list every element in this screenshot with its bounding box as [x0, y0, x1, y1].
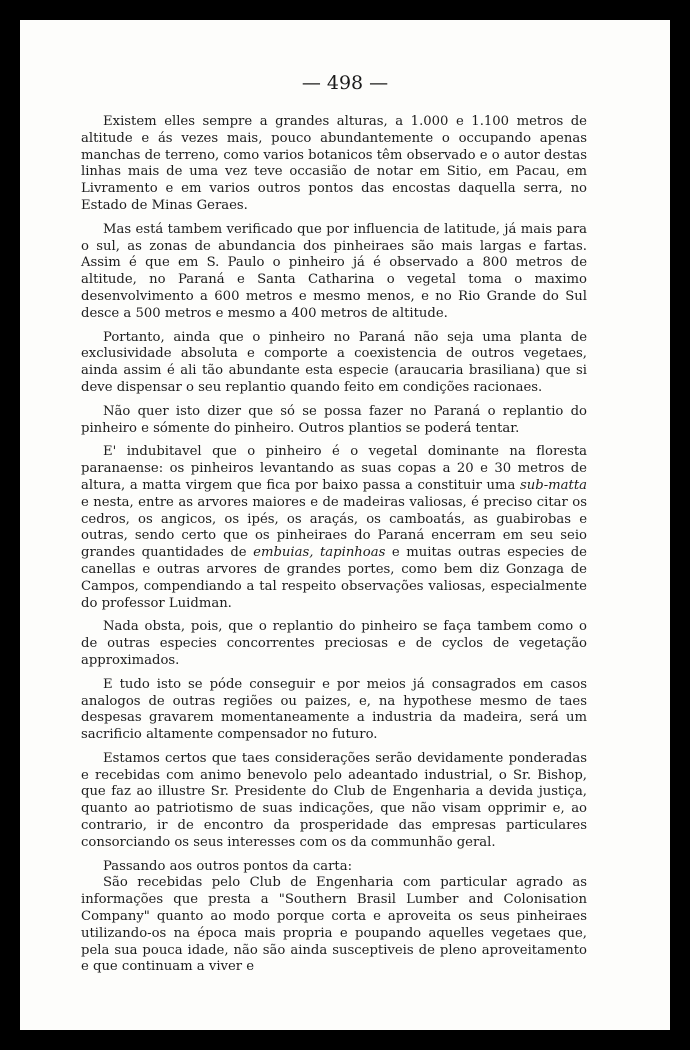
paragraph-4: Não quer isto dizer que só se possa fazer no Paraná o replantio do pinheiro e sómente do pinheiro. Outros plantios se poderá tentar. [81, 403, 587, 436]
paragraph-5-part-2: e nesta, entre as arvores maiores e de madeiras valiosas, é preciso citar os cedros, os angicos, os ipés, os araçás, os camboatás, as guabirobas e outras, sendo certo que os pinheiraes do Paraná encerram em seu seio grandes quantidades de [81, 494, 587, 561]
body-text [81, 114, 587, 983]
paragraph-2: Mas está tambem verificado que por influencia de latitude, já mais para o sul, as zonas de abundancia dos pinheiraes são mais largas e fartas. Assim é que em S. Paulo o pinheiro já é observado a 800 metros de altitude, no Paraná e Santa Catharina o vegetal toma o maximo desenvolvimento a 600 metros e mesmo menos, e no Rio Grande do Sul desce a 500 metros e mesmo a 400 metros de altitude. [81, 221, 587, 321]
paragraph-5 [81, 444, 587, 612]
paragraph-1: Existem elles sempre a grandes alturas, a 1.000 e 1.100 metros de altitude e ás vezes mais, pouco abundantemente o occupando apenas manchas de terreno, como varios botanicos têm observado e o autor destas linhas mais de uma vez teve occasião de notar em Sitio, em Pacau, em Livramento e em varios outros pontos das encostas daquella serra, no Estado de Minas Geraes. [81, 114, 587, 213]
paragraph-10: São recebidas pelo Club de Engenharia com particular agrado as informações que presta a "Southern Brasil Lumber and Colonisation Company" quanto ao modo porque corta e aproveita os seus pinheiraes utilizando-os na época mais propria e poupando aquelles vegetaes que, pela sua pouca idade, não são ainda susceptiveis de pleno aproveitamento e que continuam a viver e [81, 875, 587, 975]
page-number: — 498 — [301, 72, 389, 94]
paragraph-7: E tudo isto se póde conseguir e por meios já consagrados em casos analogos de outras regiões ou paizes, e, na hypothese mesmo de taes despesas gravarem momentaneamente a industria da madeira, será um sacrificio altamente compensador no futuro. [81, 676, 587, 743]
paragraph-8: Estamos certos que taes considerações serão devidamente ponderadas e recebidas com animo benevolo pelo adeantado industrial, o Sr. Bishop, que faz ao illustre Sr. Presidente do Club de Engenharia a devida justiça, quanto ao patriotismo de suas indicações, que não visam opprimir e, ao contrario, ir de encontro da prosperidade das empresas particulares consorciando os seus interesses com os da communhão geral. [81, 750, 587, 850]
paragraph-5-part-1: E' indubitavel que o pinheiro é o vegetal dominante na floresta paranaense: os pinheiros levantando as suas copas a 20 e 30 metros de altura, a matta virgem que fica por baixo passa a constituir uma [81, 444, 587, 493]
paragraph-5-term-2: embuias, tapinhoas [253, 545, 386, 561]
paragraph-5-term-1: sub-matta [520, 477, 587, 493]
paragraph-6: Nada obsta, pois, que o replantio do pinheiro se faça tambem como o de outras especies concorrentes preciosas e de cyclos de vegetação approximados. [81, 619, 587, 668]
document-page [20, 20, 670, 1030]
paragraph-3: Portanto, ainda que o pinheiro no Paraná não seja uma planta de exclusividade absoluta e comporte a coexistencia de outros vegetaes, ainda assim é ali tão abundante esta especie (araucaria brasiliana) que si deve dispensar o seu replantio quando feito em condições racionaes. [81, 329, 587, 395]
paragraph-9: Passando aos outros pontos da carta: [103, 858, 353, 874]
paragraph-5-part-3: e muitas outras especies de canellas e outras arvores de grandes portes, como bem diz Gonzaga de Campos, compendiando a tal respeito observações valiosas, especialmente do professor Luidman. [81, 545, 587, 611]
